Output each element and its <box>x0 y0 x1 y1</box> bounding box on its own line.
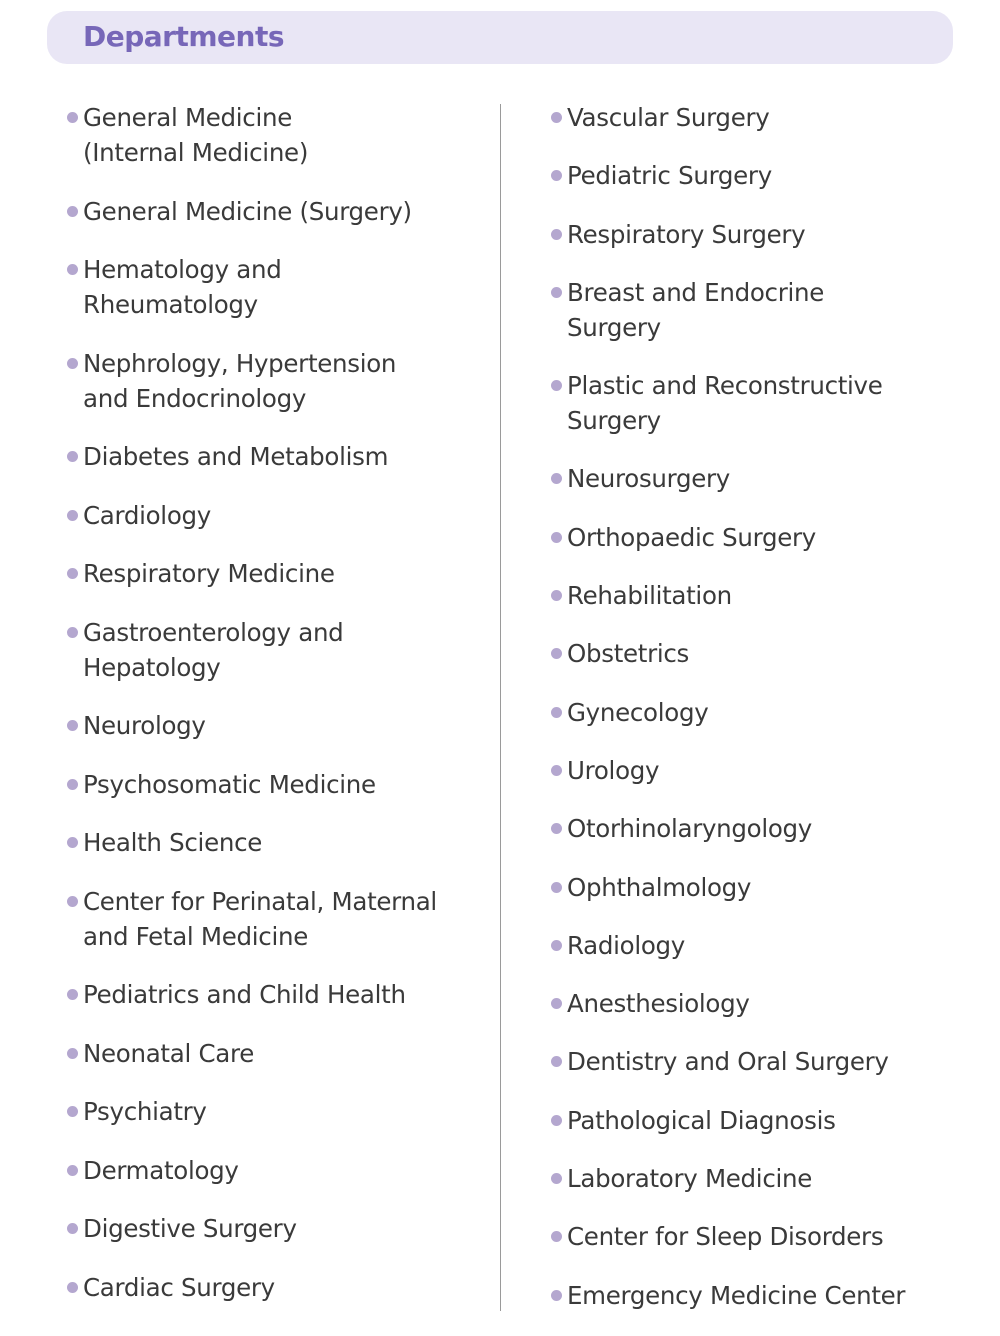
bullet-icon <box>67 206 78 217</box>
department-name: Pediatrics and Child Health <box>83 980 406 1009</box>
bullet-icon <box>67 1106 78 1117</box>
department-name: Dentistry and Oral Surgery <box>567 1047 889 1077</box>
bullet-icon <box>67 264 78 275</box>
department-name: Neurology <box>83 711 206 740</box>
bullet-icon <box>551 287 562 298</box>
bullet-icon <box>67 627 78 638</box>
department-item <box>66 977 486 1012</box>
bullet-icon <box>67 451 78 462</box>
bullet-icon <box>67 989 78 1000</box>
department-item <box>66 615 486 685</box>
bullet-icon <box>551 532 562 543</box>
department-item <box>550 1044 990 1079</box>
department-name: Center for Perinatal, Maternal and Fetal Medicine <box>83 886 437 951</box>
department-name: Neurosurgery <box>567 464 730 494</box>
bullet-icon <box>551 707 562 718</box>
department-item <box>550 520 990 555</box>
department-name: Radiology <box>567 930 685 960</box>
bullet-icon <box>67 1282 78 1293</box>
department-item <box>66 1270 486 1305</box>
department-name: Center for Sleep Disorders <box>567 1222 884 1252</box>
department-item <box>66 346 486 416</box>
section-title: Departments <box>83 20 285 53</box>
department-item <box>66 498 486 533</box>
department-item <box>66 1153 486 1188</box>
bullet-icon <box>551 1290 562 1301</box>
bullet-icon <box>551 473 562 484</box>
department-item <box>66 556 486 591</box>
bullet-icon <box>67 568 78 579</box>
bullet-icon <box>67 720 78 731</box>
department-name: Neonatal Care <box>83 1038 254 1068</box>
department-name: Respiratory Surgery <box>567 219 806 249</box>
department-name: Psychosomatic Medicine <box>83 769 376 799</box>
bullet-icon <box>67 1223 78 1234</box>
department-name: Respiratory Medicine <box>83 559 335 588</box>
department-item <box>66 100 486 170</box>
bullet-icon <box>67 510 78 521</box>
department-name: Pathological Diagnosis <box>567 1105 836 1135</box>
department-name: Gastroenterology and Hepatology <box>83 617 344 682</box>
bullet-icon <box>551 112 562 123</box>
department-item <box>550 578 990 613</box>
department-item <box>66 825 486 860</box>
department-name: General Medicine (Surgery) <box>83 196 412 226</box>
department-item <box>550 158 990 193</box>
bullet-icon <box>551 998 562 1009</box>
department-item <box>550 461 990 496</box>
department-item <box>550 753 990 788</box>
department-name: Urology <box>567 755 660 785</box>
department-item <box>66 1211 486 1246</box>
department-item <box>66 194 486 229</box>
department-item <box>550 1219 990 1254</box>
department-item <box>550 368 990 438</box>
department-item <box>550 1278 990 1313</box>
section-header <box>47 11 953 64</box>
bullet-icon <box>551 1231 562 1242</box>
department-name: Rehabilitation <box>567 581 732 611</box>
column-divider <box>500 104 501 1311</box>
department-list-right <box>550 100 990 1336</box>
bullet-icon <box>67 112 78 123</box>
department-name: Hematology and Rheumatology <box>83 255 282 319</box>
bullet-icon <box>67 358 78 369</box>
department-name: Nephrology, Hypertension and Endocrinology <box>83 348 397 413</box>
department-item <box>550 275 990 345</box>
department-item <box>66 884 486 954</box>
department-item <box>66 252 486 322</box>
department-name: Digestive Surgery <box>83 1214 297 1243</box>
department-item <box>550 870 990 905</box>
bullet-icon <box>551 170 562 181</box>
bullet-icon <box>67 896 78 907</box>
department-name: Plastic and Reconstructive Surgery <box>567 371 883 436</box>
bullet-icon <box>551 765 562 776</box>
department-name: Diabetes and Metabolism <box>83 442 389 471</box>
department-item <box>550 928 990 963</box>
department-name: Dermatology <box>83 1155 239 1185</box>
department-item <box>66 708 486 743</box>
bullet-icon <box>551 940 562 951</box>
department-name: Anesthesiology <box>567 989 750 1019</box>
bullet-icon <box>551 823 562 834</box>
department-name: Psychiatry <box>83 1097 207 1126</box>
department-item <box>550 1161 990 1196</box>
department-name: General Medicine (Internal Medicine) <box>83 103 309 167</box>
bullet-icon <box>551 380 562 391</box>
department-item <box>66 767 486 802</box>
department-item <box>550 217 990 252</box>
bullet-icon <box>67 1048 78 1059</box>
department-name: Vascular Surgery <box>567 103 770 132</box>
department-item <box>550 811 990 846</box>
department-name: Obstetrics <box>567 639 690 669</box>
bullet-icon <box>551 882 562 893</box>
department-list-left <box>66 100 486 1328</box>
bullet-icon <box>67 779 78 790</box>
department-item <box>550 695 990 730</box>
bullet-icon <box>551 1115 562 1126</box>
bullet-icon <box>551 229 562 240</box>
department-name: Orthopaedic Surgery <box>567 522 816 552</box>
department-item <box>550 986 990 1021</box>
bullet-icon <box>67 1165 78 1176</box>
department-name: Laboratory Medicine <box>567 1164 812 1194</box>
department-name: Gynecology <box>567 697 709 727</box>
department-name: Ophthalmology <box>567 872 752 902</box>
department-name: Emergency Medicine Center <box>567 1280 906 1310</box>
bullet-icon <box>551 1173 562 1184</box>
department-item <box>550 636 990 671</box>
department-item <box>66 439 486 474</box>
bullet-icon <box>551 1056 562 1067</box>
department-name: Health Science <box>83 828 263 857</box>
department-item <box>66 1036 486 1071</box>
department-name: Otorhinolaryngology <box>567 814 812 844</box>
bullet-icon <box>67 837 78 848</box>
bullet-icon <box>551 648 562 659</box>
department-item <box>550 1103 990 1138</box>
department-item <box>66 1094 486 1129</box>
department-name: Cardiac Surgery <box>83 1272 275 1302</box>
department-name: Pediatric Surgery <box>567 161 772 191</box>
department-name: Breast and Endocrine Surgery <box>567 277 824 342</box>
department-name: Cardiology <box>83 500 211 530</box>
department-item <box>550 100 990 135</box>
bullet-icon <box>551 590 562 601</box>
